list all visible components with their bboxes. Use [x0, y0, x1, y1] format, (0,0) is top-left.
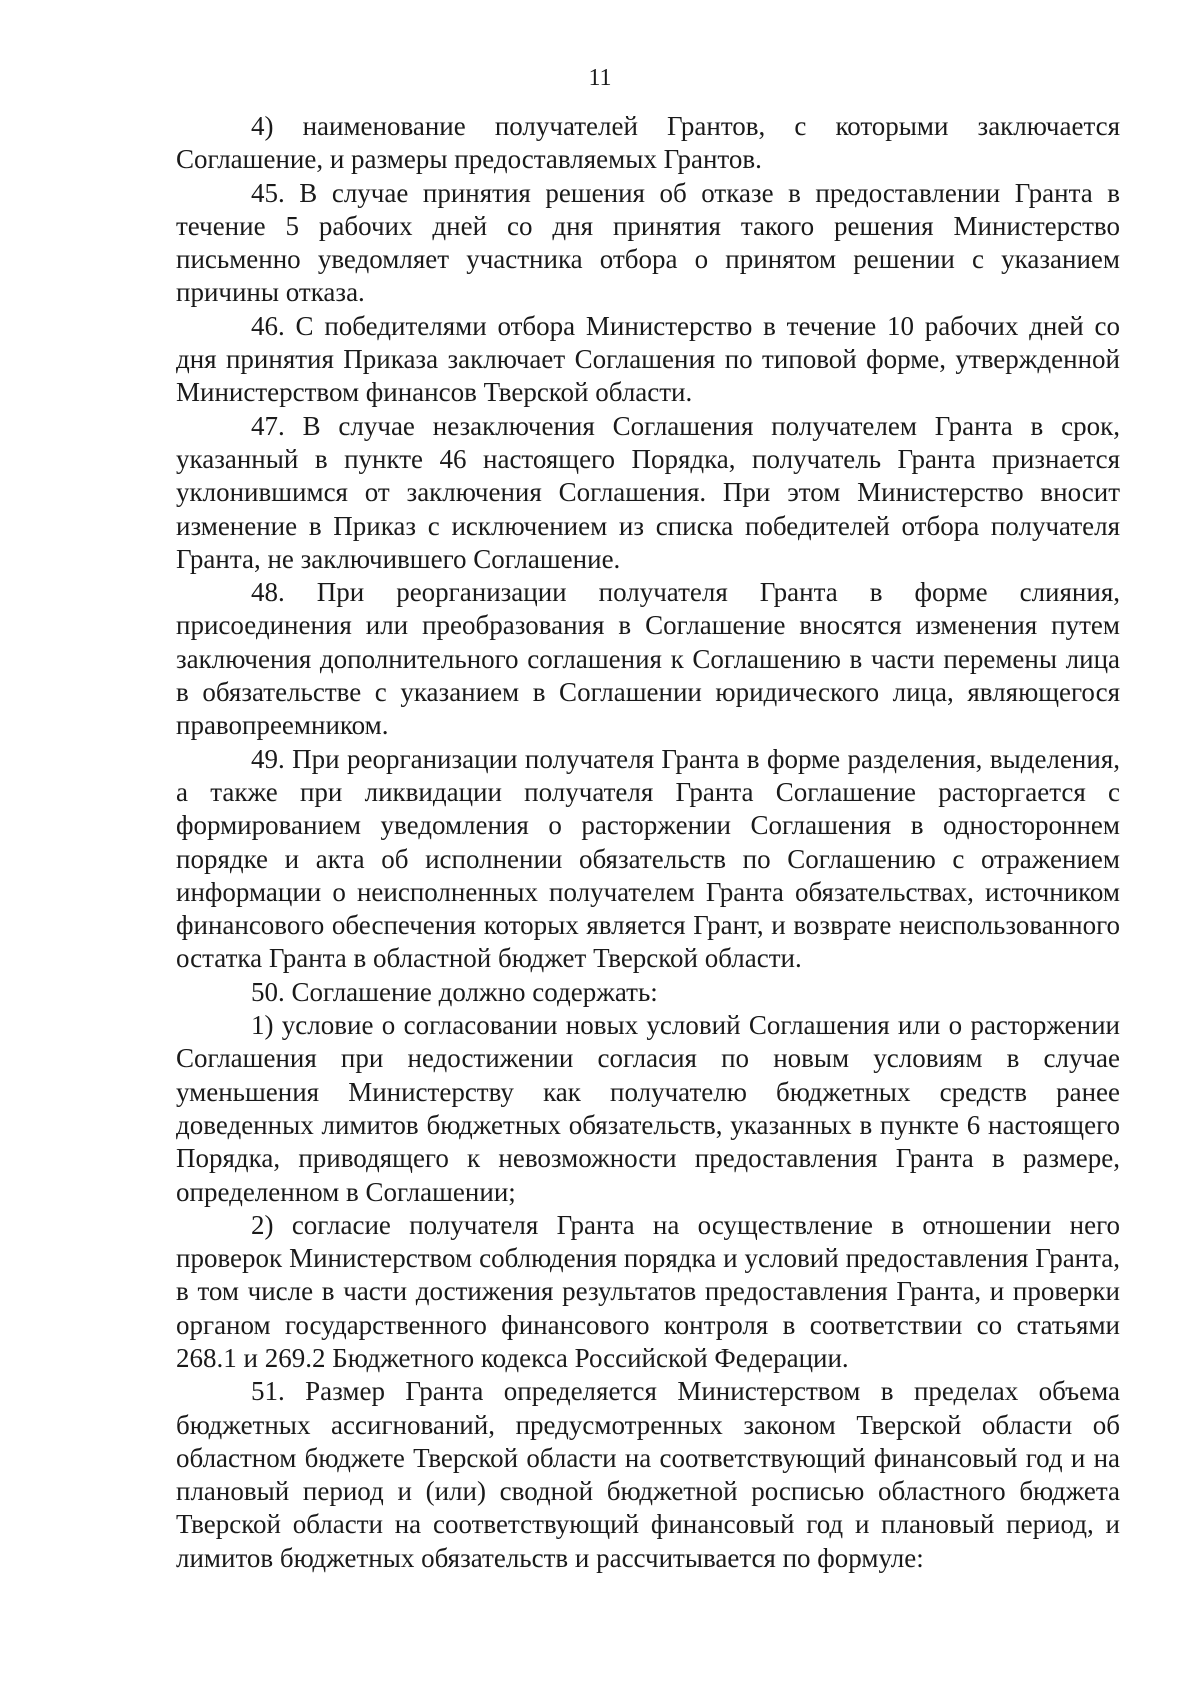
clause-47: 47. В случае незаключения Соглашения получателем Гранта в срок, указанный в пункте 46 настоящего Порядка, получатель Гранта признается уклонившимся от заключения Соглашения. При этом Министерство вносит изменение в Приказ с исключением из списка победителей отбора получателя Гранта, не заключившего Соглашение.	[176, 410, 1120, 574]
clause-50: 50. Соглашение должно содержать:	[251, 976, 658, 1007]
clause-50-item-2: 2) согласие получателя Гранта на осуществление в отношении него проверок Министерством соблюдения порядка и условий предоставления Гранта, в том числе в части достижения результатов предоставления Гранта, и проверки органом государственного финансового контроля в соответствии со статьями 268.1 и 269.2 Бюджетного кодекса Российской Федерации.	[176, 1209, 1120, 1373]
clause-51: 51. Размер Гранта определяется Министерством в пределах объема бюджетных ассигнований, предусмотренных законом Тверской области об областном бюджете Тверской области на соответствующий финансовый год и на плановый период и (или) сводной бюджетной росписью областного бюджета Тверской области на соответствующий финансовый год и плановый период, и лимитов бюджетных обязательств и рассчитывается по формуле:	[176, 1376, 1120, 1573]
clause-46: 46. С победителями отбора Министерство в течение 10 рабочих дней со дня принятия Приказа заключает Соглашения по типовой форме, утвержденной Министерством финансов Тверской области.	[176, 310, 1120, 408]
clause-50-item-1: 1) условие о согласовании новых условий Соглашения или о расторжении Соглашения при недостижении согласия по новым условиям в случае уменьшения Министерству как получателю бюджетных средств ранее доведенных лимитов бюджетных обязательств, указанных в пункте 6 настоящего Порядка, приводящего к невозможности предоставления Гранта в размере, определенном в Соглашении;	[176, 1010, 1120, 1207]
clause-45: 45. В случае принятия решения об отказе в предоставлении Гранта в течение 5 рабочих дней со дня принятия такого решения Министерство письменно уведомляет участника отбора о принятом решении с указанием причины отказа.	[176, 177, 1120, 308]
document-body	[176, 110, 1120, 1575]
page-number: 11	[588, 65, 612, 91]
list-item-4: 4) наименование получателей Грантов, с которыми заключается Соглашение, и размеры предоставляемых Грантов.	[176, 111, 1120, 175]
clause-48: 48. При реорганизации получателя Гранта в форме слияния, присоединения или преобразования в Соглашение вносятся изменения путем заключения дополнительного соглашения к Соглашению в части перемены лица в обязательстве с указанием в Соглашении юридического лица, являющегося правопреемником.	[176, 577, 1120, 741]
clause-49: 49. При реорганизации получателя Гранта в форме разделения, выделения, а также при ликвидации получателя Гранта Соглашение расторгается с формированием уведомления о расторжении Соглашения в одностороннем порядке и акта об исполнении обязательств по Соглашению с отражением информации о неисполненных получателем Гранта обязательствах, источником финансового обеспечения которых является Грант, и возврате неиспользованного остатка Гранта в областной бюджет Тверской области.	[176, 743, 1120, 974]
